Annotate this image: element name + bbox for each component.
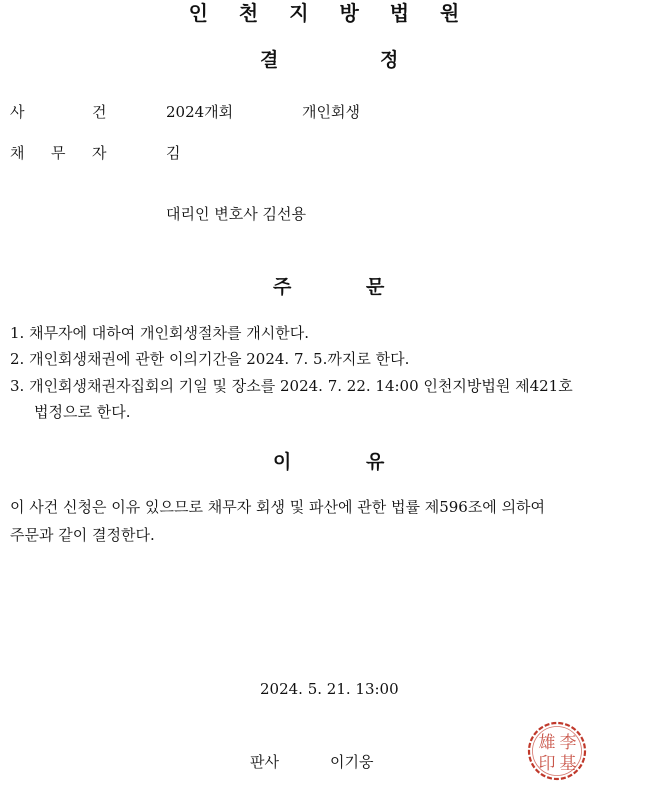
svg-text:李: 李 (559, 733, 577, 753)
debtor-label-1: 채 (10, 144, 25, 162)
doc-type-right: 정 (380, 49, 399, 71)
order-item-1: 1. 채무자에 대하여 개인회생절차를 개시한다. (10, 324, 309, 342)
case-number: 2024개회 (166, 103, 234, 121)
debtor-name: 김 (166, 144, 181, 162)
case-label-1: 사 (10, 103, 25, 121)
reason-line-2: 주문과 같이 결정한다. (10, 526, 155, 544)
order-item-3-cont: 법정으로 한다. (34, 403, 131, 421)
svg-text:基: 基 (559, 754, 577, 774)
court-name: 인 천 지 방 법 원 (188, 1, 472, 25)
judge-seal (526, 720, 588, 782)
svg-text:印: 印 (538, 754, 556, 774)
reason-line-1: 이 사건 신청은 이유 있으므로 채무자 회생 및 파산에 관한 법률 제596조에 의하여 (10, 498, 546, 516)
case-label-2: 건 (92, 103, 107, 121)
agent-line: 대리인 변호사 김선용 (166, 205, 306, 223)
judge-name: 이기웅 (330, 753, 374, 771)
svg-text:雄: 雄 (538, 733, 556, 753)
order-heading-right: 문 (366, 276, 385, 298)
case-type: 개인회생 (302, 103, 360, 121)
order-item-3: 3. 개인회생채권자집회의 기일 및 장소를 2024. 7. 22. 14:00 인천지방법원 제421호 (10, 377, 573, 395)
judge-label: 판사 (250, 753, 279, 771)
debtor-label-2: 무 (51, 144, 66, 162)
decision-date: 2024. 5. 21. 13:00 (260, 680, 399, 698)
debtor-label-3: 자 (92, 144, 107, 162)
order-item-2: 2. 개인회생채권에 관한 이의기간을 2024. 7. 5.까지로 한다. (10, 350, 410, 368)
reason-heading-right: 유 (366, 451, 385, 473)
order-heading-left: 주 (273, 276, 292, 298)
reason-heading-left: 이 (273, 451, 292, 473)
doc-type-left: 결 (260, 49, 279, 71)
